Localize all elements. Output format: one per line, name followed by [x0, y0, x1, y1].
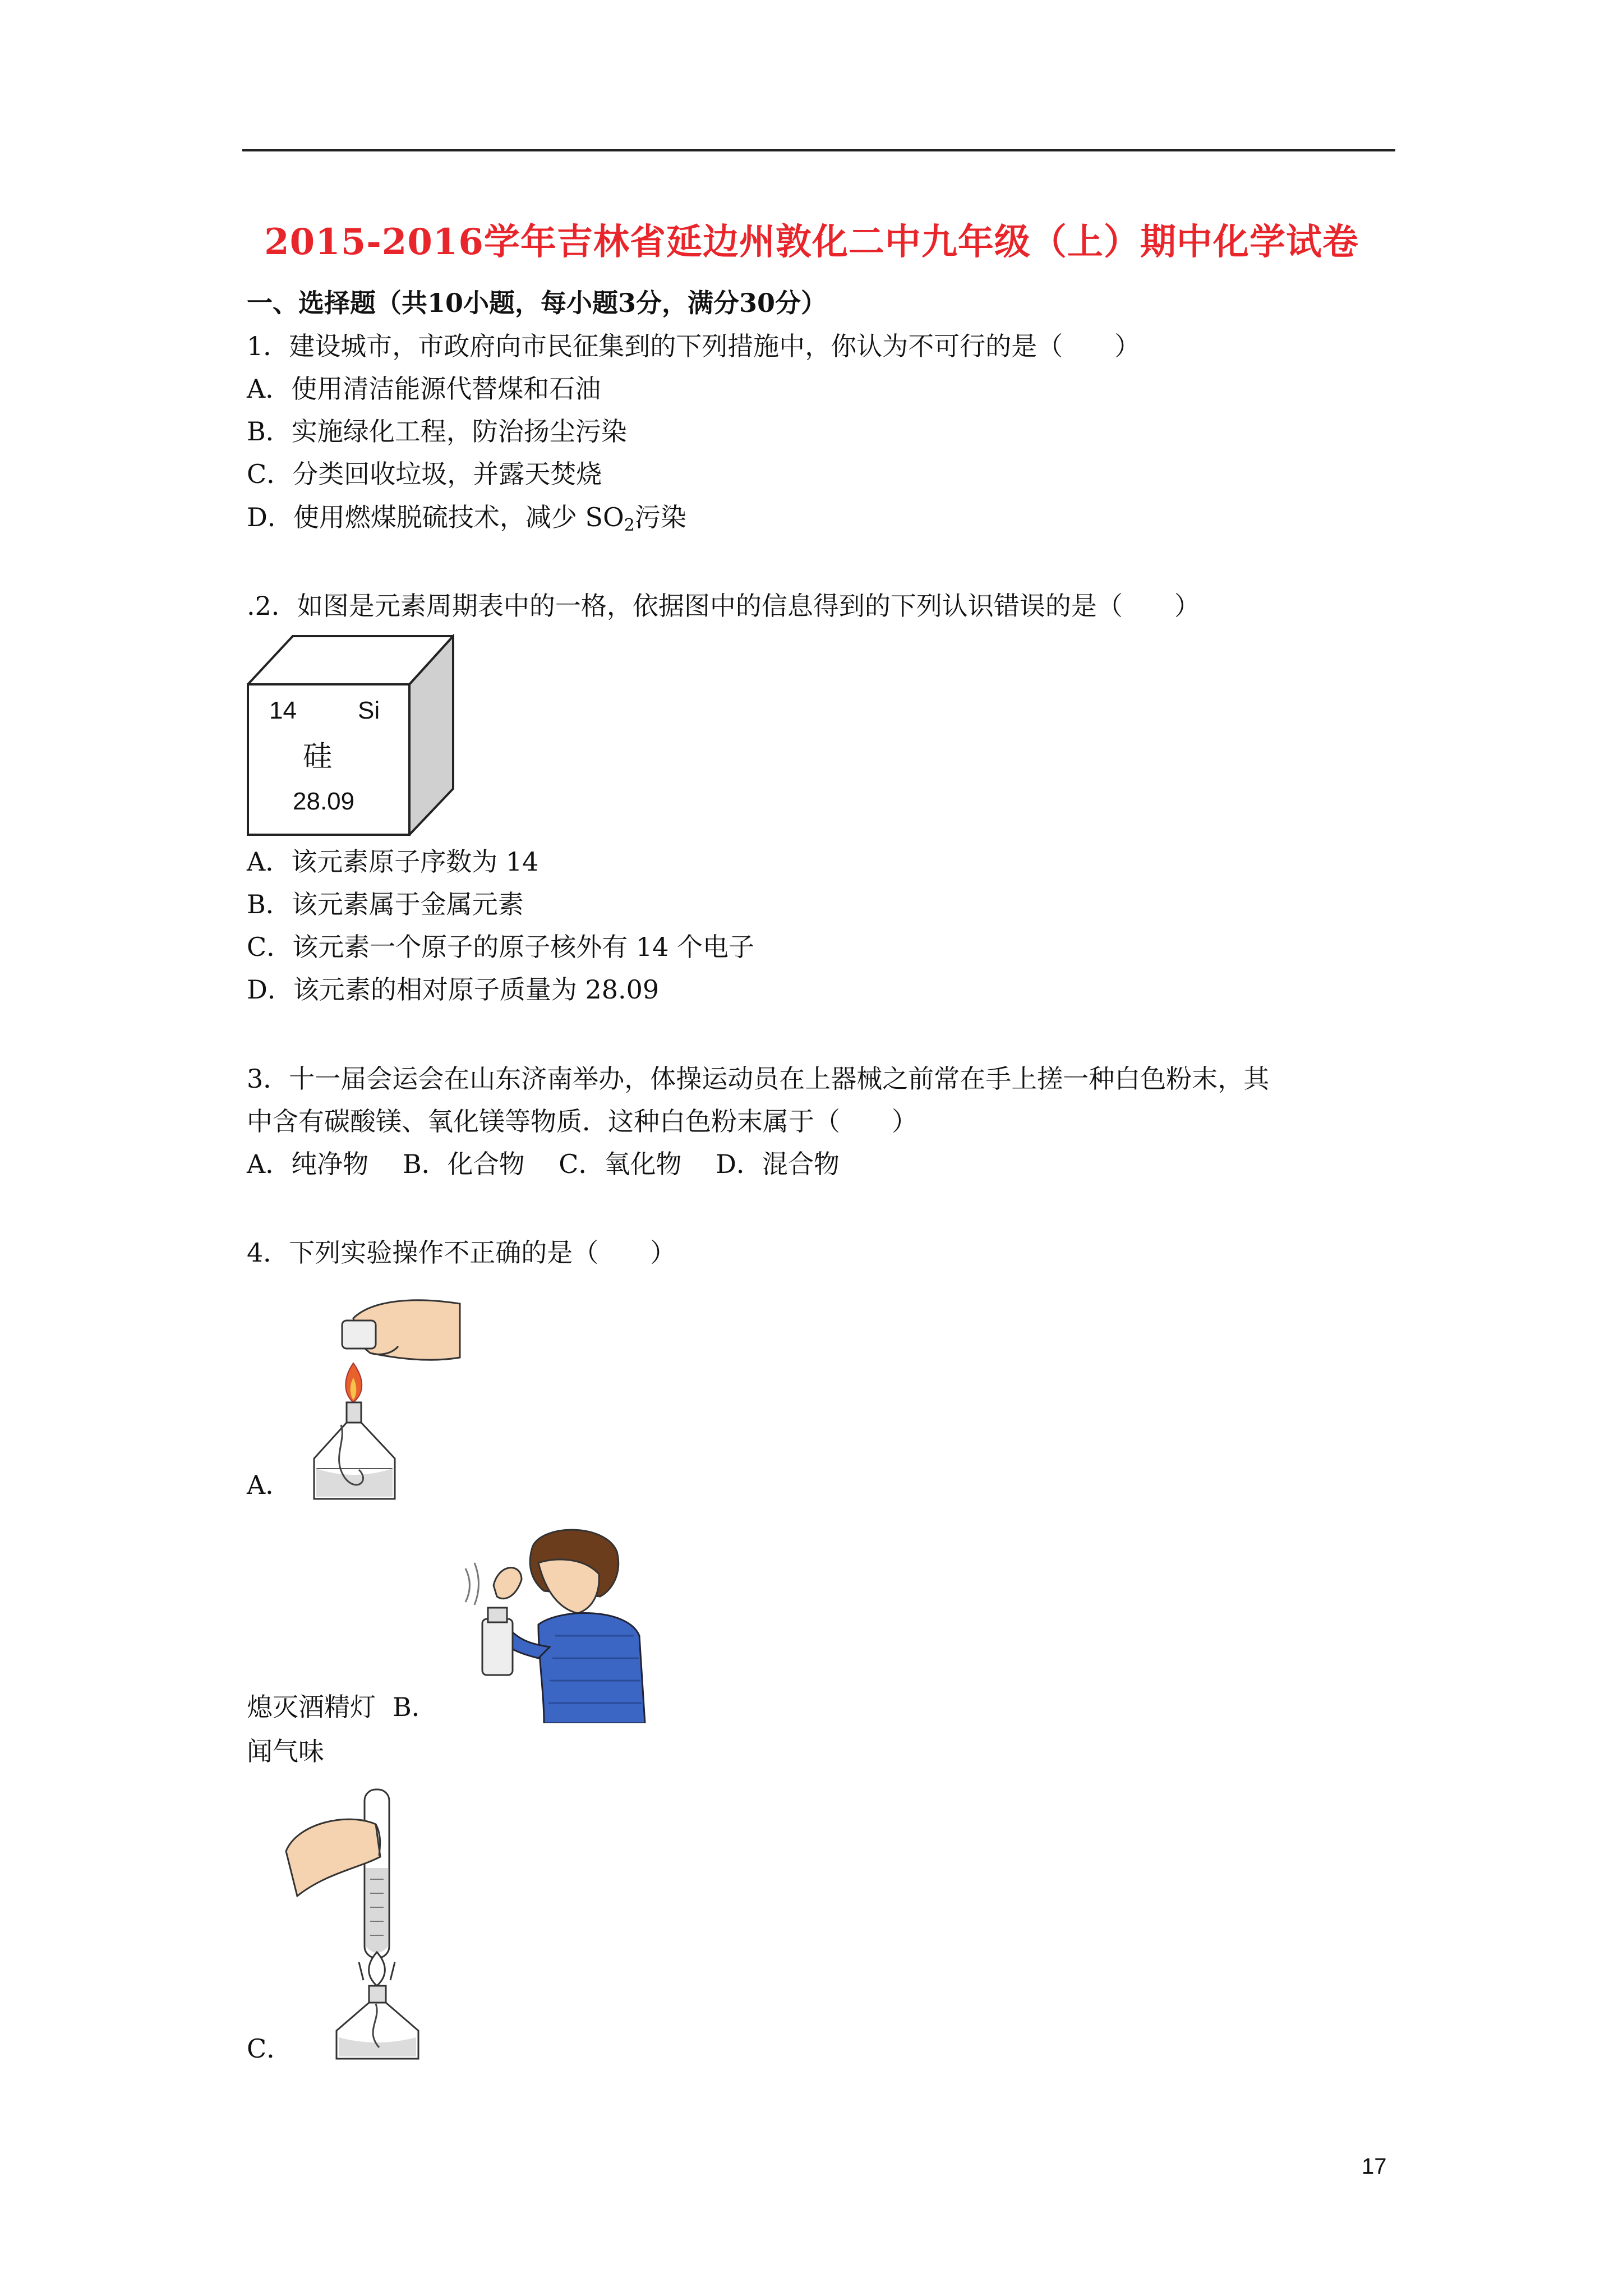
alcohol-lamp-extinguish-figure	[275, 1290, 471, 1509]
q4-option-b-caption: 闻气味	[247, 1736, 324, 1766]
q2-option-d: D．该元素的相对原子质量为 28.09	[247, 974, 660, 1005]
periodic-table-cell-figure	[247, 634, 454, 836]
q1-option-a: A．使用清洁能源代替煤和石油	[247, 374, 601, 404]
q1-option-d-subscript: 2	[624, 516, 635, 535]
q2-option-c: C．该元素一个原子的原子核外有 14 个电子	[247, 932, 754, 962]
heat-test-tube-figure	[280, 1784, 465, 2064]
header-rule	[242, 149, 1395, 151]
page-number: 17	[1362, 2154, 1387, 2179]
page-title: 2015-2016学年吉林省延边州敦化二中九年级（上）期中化学试卷	[264, 221, 1359, 263]
element-mass: 28.09	[293, 788, 355, 815]
smell-gas-figure	[460, 1524, 651, 1723]
q1-option-c: C．分类回收垃圾，并露天焚烧	[247, 459, 602, 489]
q4-option-a-caption-row	[247, 1690, 437, 1724]
q4-option-a-caption: 熄灭酒精灯	[247, 1692, 376, 1722]
q1-option-d	[247, 500, 686, 534]
q1-option-b: B．实施绿化工程，防治扬尘污染	[247, 416, 627, 447]
q3-stem-line2: 中含有碳酸镁、氧化镁等物质．这种白色粉末属于（ ）	[247, 1106, 917, 1137]
q1-stem: 1．建设城市，市政府向市民征集到的下列措施中，你认为不可行的是（ ）	[247, 331, 1141, 361]
element-symbol: Si	[358, 697, 380, 724]
q2-stem: .2．如图是元素周期表中的一格，依据图中的信息得到的下列认识错误的是（ ）	[247, 591, 1200, 621]
q3-options: A．纯净物 B．化合物 C．氧化物 D．混合物	[247, 1149, 840, 1179]
q4-option-c-label: C．	[247, 2033, 293, 2064]
section-heading: 一、选择题（共10小题，每小题3分，满分30分）	[247, 288, 827, 318]
q1-option-d-text-end: 污染	[634, 502, 686, 532]
q1-option-d-text: D．使用燃煤脱硫技术，减少 SO	[247, 502, 624, 532]
q4-option-a-label: A．	[247, 1470, 292, 1500]
q3-stem-line1: 3．十一届会运会在山东济南举办，体操运动员在上器械之前常在手上搓一种白色粉末，其	[247, 1064, 1270, 1094]
q2-option-b: B．该元素属于金属元素	[247, 889, 524, 919]
q4-stem: 4．下列实验操作不正确的是（ ）	[247, 1237, 676, 1268]
q2-option-a: A．该元素原子序数为 14	[247, 846, 539, 877]
q4-option-b-label: B．	[393, 1692, 437, 1722]
element-number: 14	[269, 697, 297, 724]
element-name: 硅	[303, 740, 333, 774]
